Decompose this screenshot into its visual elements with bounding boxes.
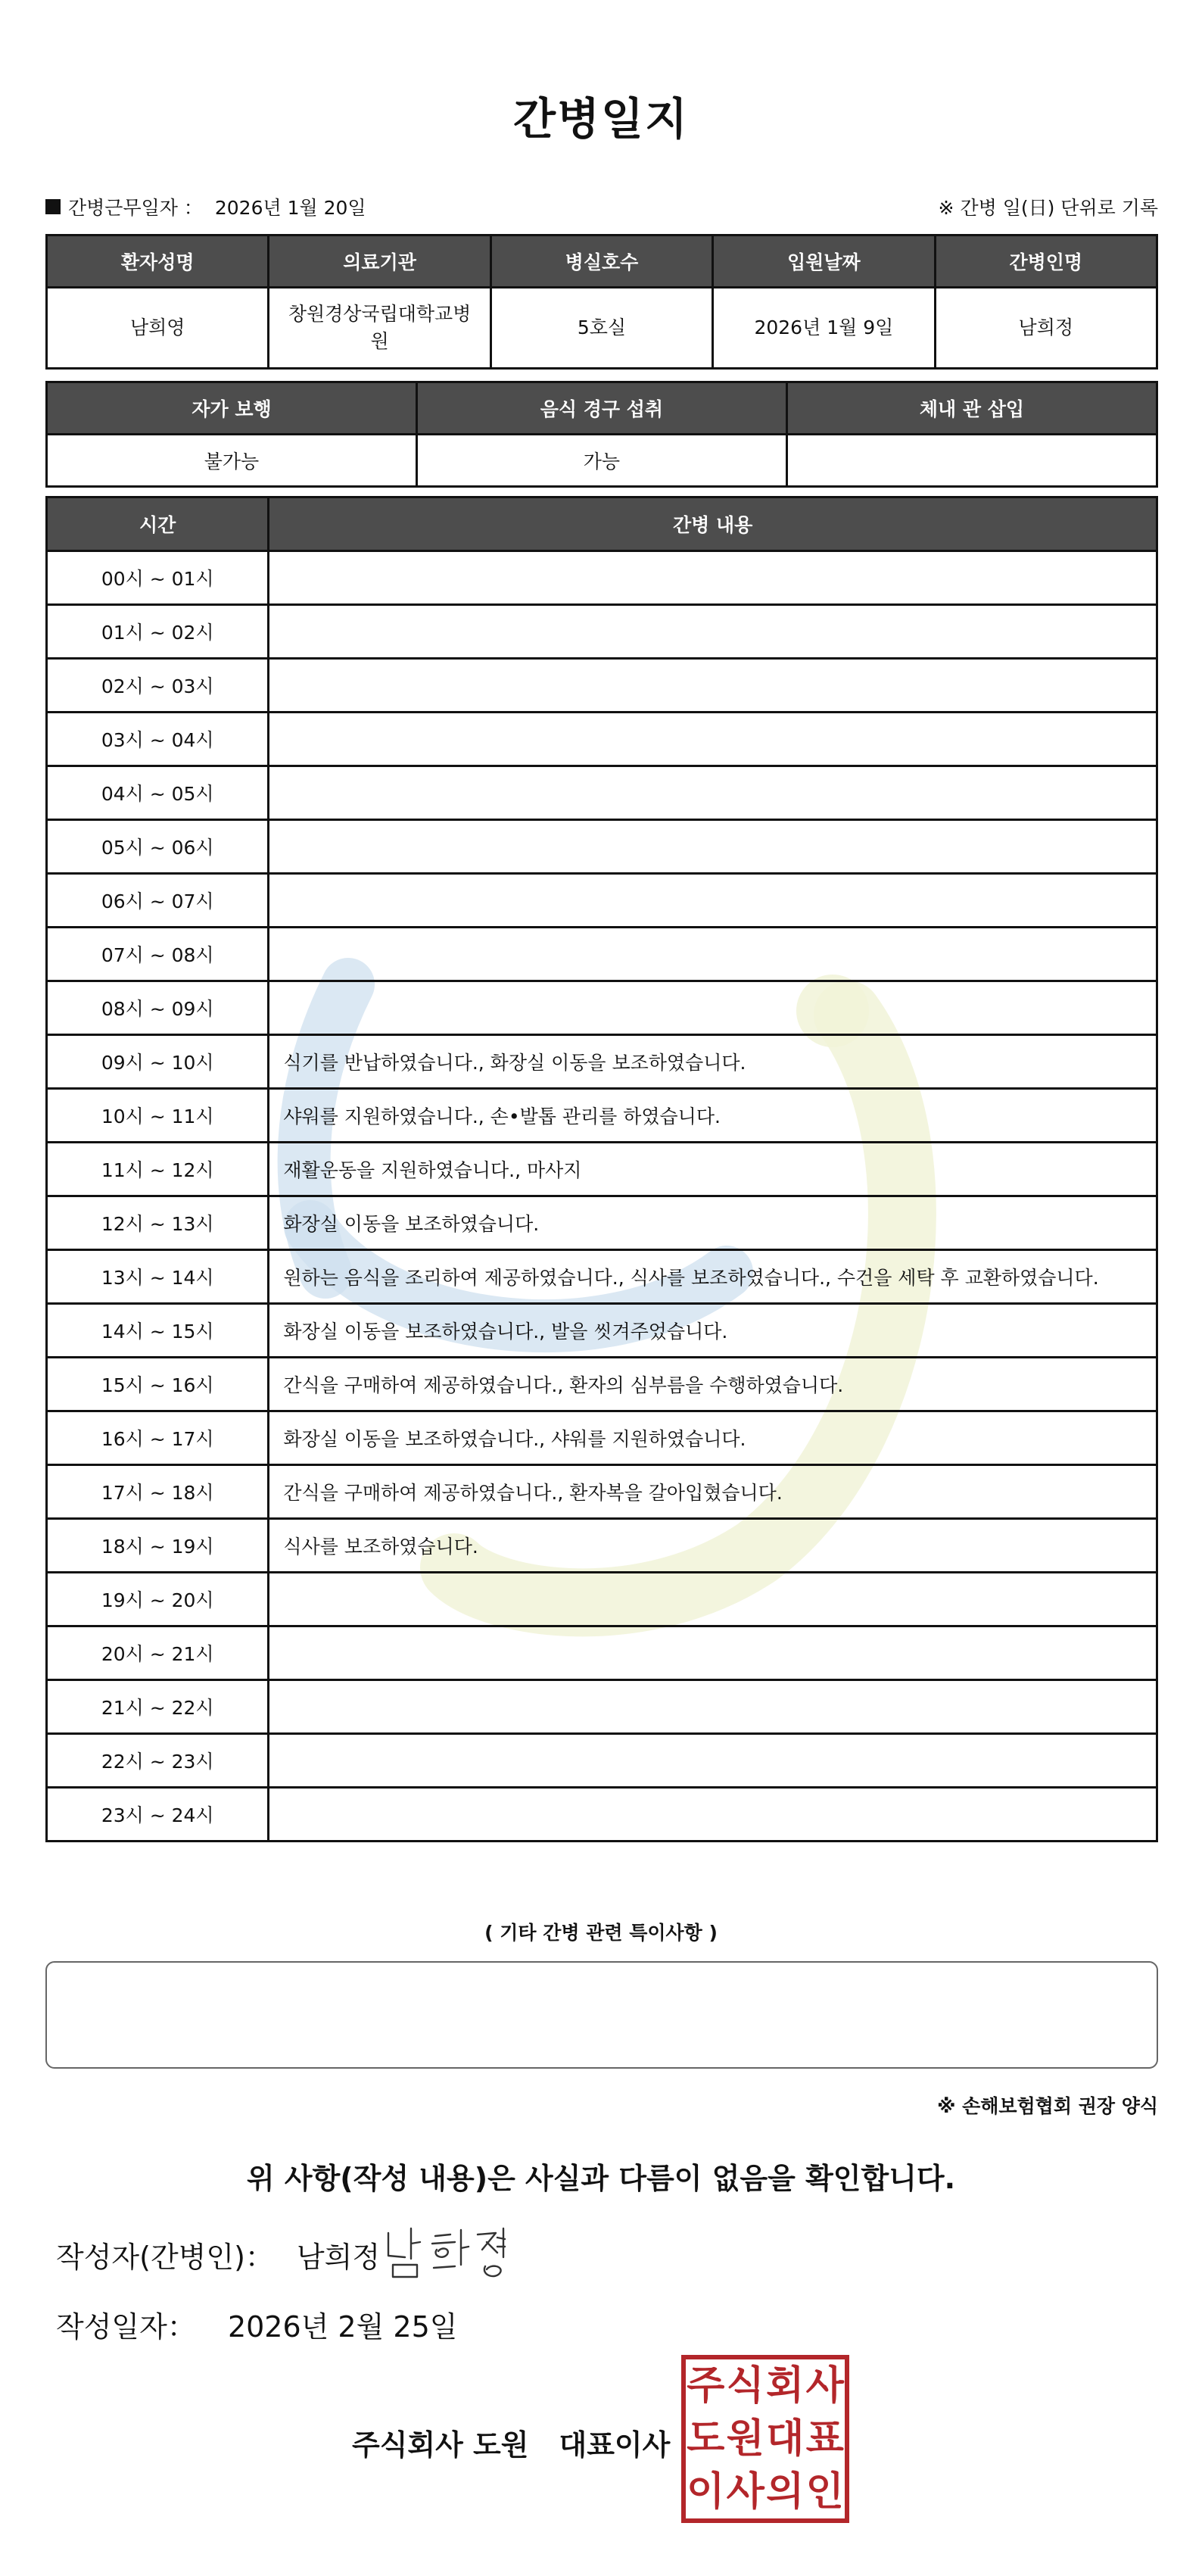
care-content	[269, 981, 1157, 1035]
seal-character: 사	[726, 2469, 764, 2515]
daily-record-note: ※ 간병 일(日) 단위로 기록	[938, 197, 1158, 219]
care-content: 간식을 구매하여 제공하였습니다., 환자복을 갈아입혔습니다.	[269, 1465, 1157, 1519]
admission-date: 2026년 1월 9일	[713, 288, 935, 369]
time-slot: 04시 ~ 05시	[47, 766, 269, 820]
time-slot: 21시 ~ 22시	[47, 1680, 269, 1734]
seal-character: 대	[766, 2416, 805, 2462]
table-row	[47, 1411, 1157, 1465]
time-slot: 20시 ~ 21시	[47, 1626, 269, 1680]
table-row	[47, 1035, 1157, 1089]
company-name: 주식회사 도원	[352, 2428, 529, 2462]
care-log-table	[45, 496, 1158, 1842]
work-date-label: 간병근무일자 ：	[68, 197, 203, 219]
time-slot: 03시 ~ 04시	[47, 713, 269, 766]
care-content: 화장실 이동을 보조하였습니다., 발을 씻겨주었습니다.	[269, 1304, 1157, 1358]
table-row	[47, 1788, 1157, 1842]
table-row	[47, 1304, 1157, 1358]
care-content	[269, 1573, 1157, 1626]
time-slot: 15시 ~ 16시	[47, 1358, 269, 1411]
header-care-content: 간병 내용	[269, 497, 1157, 551]
care-log-body	[47, 551, 1157, 1842]
notes-title: ( 기타 간병 관련 특이사항 )	[484, 1922, 718, 1944]
table-row	[47, 1626, 1157, 1680]
recommend-note: ※ 손해보험협회 권장 양식	[937, 2095, 1158, 2117]
time-slot: 12시 ~ 13시	[47, 1196, 269, 1250]
patient-name: 남희영	[47, 288, 269, 369]
table-row	[47, 1089, 1157, 1143]
time-slot: 00시 ~ 01시	[47, 551, 269, 605]
header-admission-date: 입원날짜	[713, 235, 935, 288]
time-slot: 16시 ~ 17시	[47, 1411, 269, 1465]
time-slot: 02시 ~ 03시	[47, 659, 269, 713]
table-row	[47, 551, 1157, 605]
company-seal-stamp	[681, 2355, 849, 2523]
table-row	[47, 1358, 1157, 1411]
square-bullet-icon	[45, 199, 61, 214]
care-content: 재활운동을 지원하였습니다., 마사지	[269, 1143, 1157, 1196]
care-content	[269, 551, 1157, 605]
header-room: 병실호수	[490, 235, 712, 288]
seal-character: 원	[726, 2416, 764, 2462]
time-slot: 06시 ~ 07시	[47, 874, 269, 928]
table-row	[47, 928, 1157, 981]
time-slot: 17시 ~ 18시	[47, 1465, 269, 1519]
care-content	[269, 766, 1157, 820]
care-content: 식기를 반납하였습니다., 화장실 이동을 보조하였습니다.	[269, 1035, 1157, 1089]
header-oral-intake: 음식 경구 섭취	[416, 382, 786, 435]
patient-status-table	[45, 381, 1158, 488]
care-content	[269, 874, 1157, 928]
care-content	[269, 820, 1157, 874]
care-content: 화장실 이동을 보조하였습니다., 샤워를 지원하였습니다.	[269, 1411, 1157, 1465]
table-row	[47, 659, 1157, 713]
seal-character: 인	[805, 2469, 844, 2515]
care-content	[269, 1734, 1157, 1788]
writer-name: 남희정	[296, 2241, 381, 2274]
table-row	[47, 981, 1157, 1035]
table-row	[47, 605, 1157, 659]
time-slot: 11시 ~ 12시	[47, 1143, 269, 1196]
time-slot: 10시 ~ 11시	[47, 1089, 269, 1143]
header-patient-name: 환자성명	[47, 235, 269, 288]
writer-label: 작성자(간병인)：	[56, 2241, 274, 2274]
work-date	[45, 193, 366, 220]
self-walking-value: 불가능	[47, 435, 417, 487]
time-slot: 18시 ~ 19시	[47, 1519, 269, 1573]
header-self-walking: 자가 보행	[47, 382, 417, 435]
time-slot: 23시 ~ 24시	[47, 1788, 269, 1842]
table-row	[47, 766, 1157, 820]
table-row	[47, 1143, 1157, 1196]
tube-insertion-value	[786, 435, 1157, 487]
time-slot: 08시 ~ 09시	[47, 981, 269, 1035]
care-content	[269, 1626, 1157, 1680]
confirm-statement: 위 사항(작성 내용)은 사실과 다름이 없음을 확인합니다.	[246, 2162, 956, 2195]
patient-info-table	[45, 234, 1158, 370]
seal-character: 사	[805, 2363, 844, 2409]
table-row	[47, 1465, 1157, 1519]
time-slot: 13시 ~ 14시	[47, 1250, 269, 1304]
table-row	[47, 713, 1157, 766]
header-caregiver-name: 간병인명	[935, 235, 1157, 288]
time-slot: 14시 ~ 15시	[47, 1304, 269, 1358]
table-row	[47, 874, 1157, 928]
page-title: 간병일지	[512, 93, 690, 145]
table-row	[47, 1573, 1157, 1626]
seal-character: 표	[805, 2416, 844, 2462]
header-hospital: 의료기관	[269, 235, 490, 288]
care-content: 간식을 구매하여 제공하였습니다., 환자의 심부름을 수행하였습니다.	[269, 1358, 1157, 1411]
care-content	[269, 659, 1157, 713]
handwritten-signature	[382, 2222, 526, 2283]
room-number: 5호실	[490, 288, 712, 369]
seal-character: 주	[687, 2363, 725, 2409]
care-content	[269, 1680, 1157, 1734]
time-slot: 09시 ~ 10시	[47, 1035, 269, 1089]
seal-character: 회	[766, 2363, 805, 2409]
table-row	[47, 1734, 1157, 1788]
care-content: 원하는 음식을 조리하여 제공하였습니다., 식사를 보조하였습니다., 수건을 세탁 후 교환하였습니다.	[269, 1250, 1157, 1304]
notes-box	[45, 1961, 1158, 2069]
seal-character: 이	[687, 2469, 725, 2515]
time-slot: 05시 ~ 06시	[47, 820, 269, 874]
write-date-value: 2026년 2월 25일	[227, 2310, 458, 2344]
time-slot: 01시 ~ 02시	[47, 605, 269, 659]
table-row	[47, 1196, 1157, 1250]
care-content	[269, 928, 1157, 981]
table-row	[47, 1250, 1157, 1304]
caregiver-name: 남희정	[935, 288, 1157, 369]
company-role: 대표이사	[559, 2428, 671, 2462]
care-content	[269, 713, 1157, 766]
care-content: 샤워를 지원하였습니다., 손•발톱 관리를 하였습니다.	[269, 1089, 1157, 1143]
table-row	[47, 1519, 1157, 1573]
time-slot: 22시 ~ 23시	[47, 1734, 269, 1788]
seal-character: 식	[726, 2363, 764, 2409]
write-date-label: 작성일자：	[56, 2310, 196, 2344]
header-tube-insertion: 체내 관 삽입	[786, 382, 1157, 435]
care-content	[269, 605, 1157, 659]
work-date-value: 2026년 1월 20일	[214, 197, 366, 219]
seal-character: 의	[766, 2469, 805, 2515]
care-content: 화장실 이동을 보조하였습니다.	[269, 1196, 1157, 1250]
company-line	[352, 2422, 670, 2463]
seal-character: 도	[687, 2416, 725, 2462]
table-row	[47, 820, 1157, 874]
oral-intake-value: 가능	[416, 435, 786, 487]
writer-line	[56, 2234, 380, 2275]
hospital-name: 창원경상국립대학교병원	[269, 288, 490, 369]
time-slot: 19시 ~ 20시	[47, 1573, 269, 1626]
time-slot: 07시 ~ 08시	[47, 928, 269, 981]
meta-row	[45, 192, 1158, 222]
care-content	[269, 1788, 1157, 1842]
table-row	[47, 1680, 1157, 1734]
header-time: 시간	[47, 497, 269, 551]
write-date-line	[56, 2303, 457, 2345]
care-content: 식사를 보조하였습니다.	[269, 1519, 1157, 1573]
